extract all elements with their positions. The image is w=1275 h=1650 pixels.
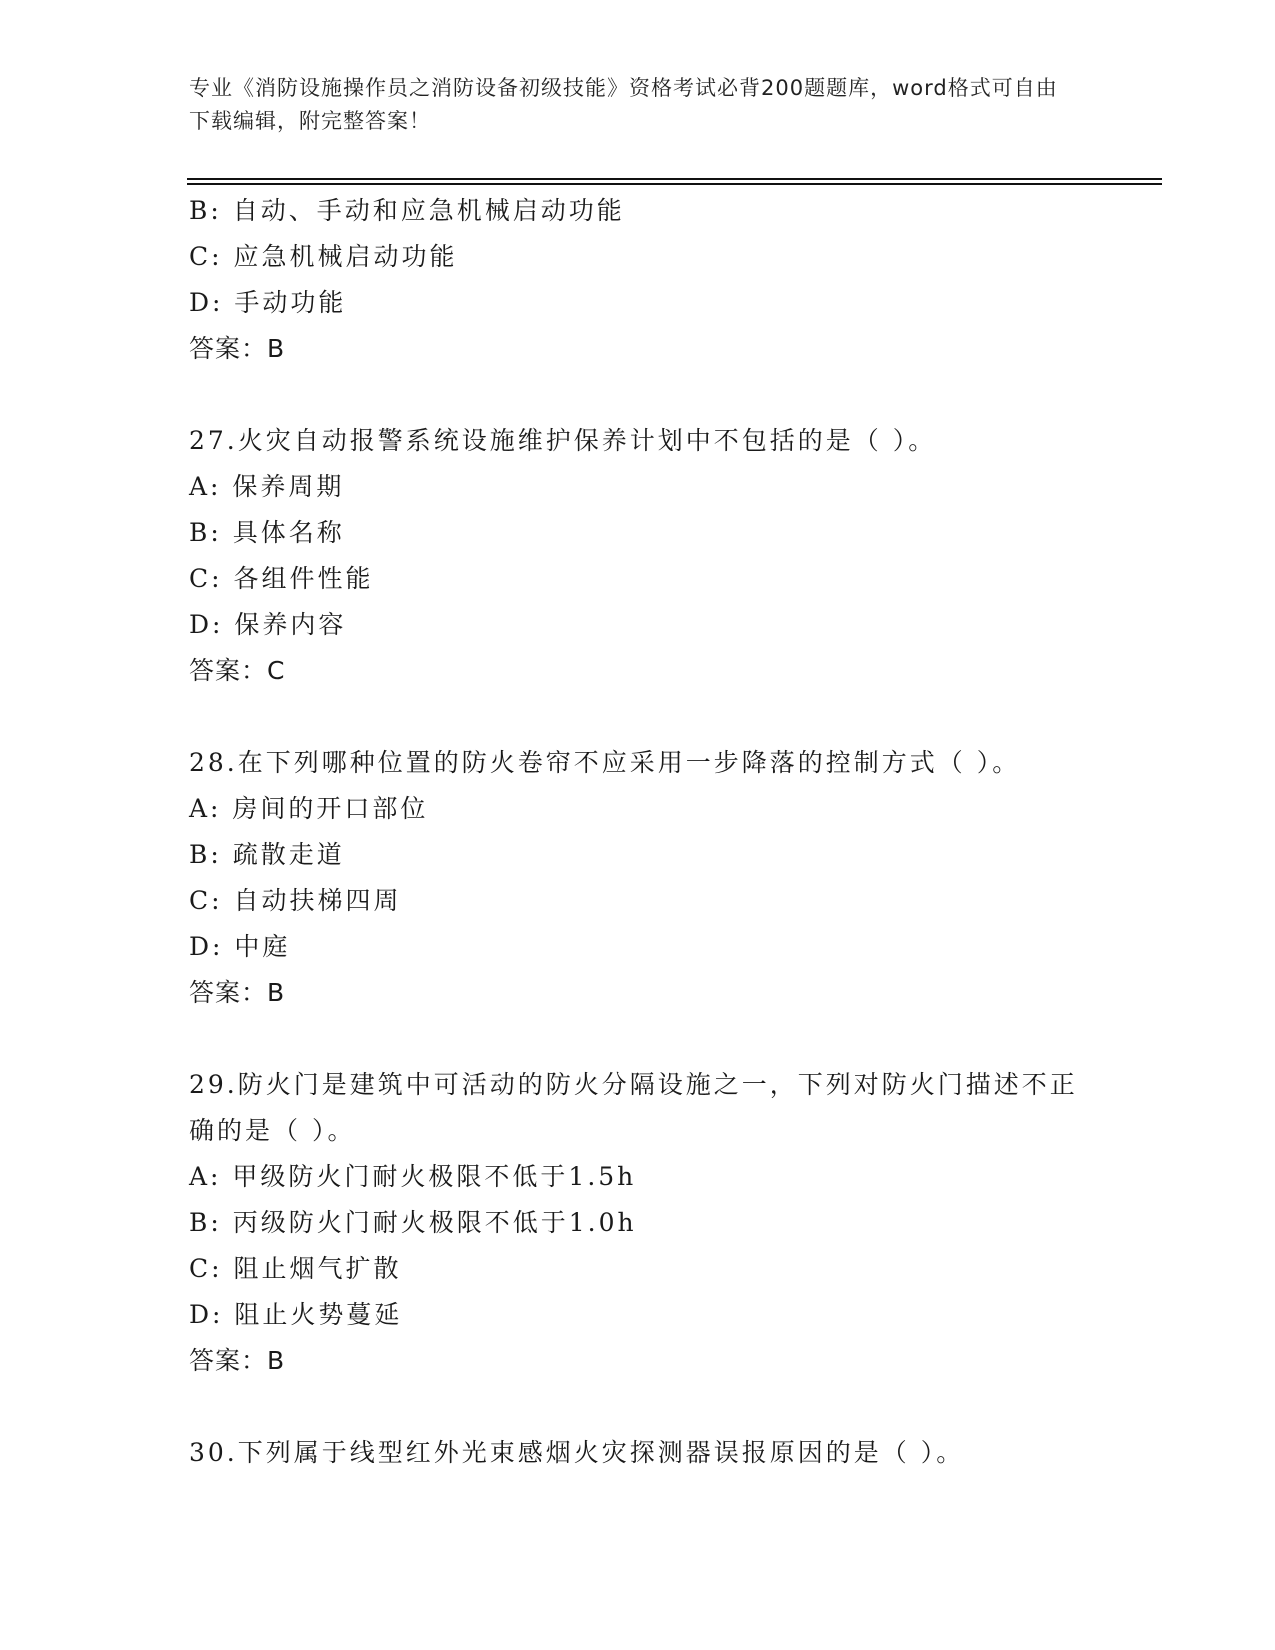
answer: 答案：B (189, 978, 286, 1007)
option-c: C: 自动扶梯四周 (189, 886, 402, 915)
question-28 (189, 740, 1089, 1016)
spacer (189, 694, 1089, 740)
option-d: D: 阻止火势蔓延 (189, 1300, 403, 1329)
option-b: B: 自动、手动和应急机械启动功能 (189, 196, 625, 225)
spacer (189, 1016, 1089, 1062)
option-c: C: 应急机械启动功能 (189, 242, 458, 271)
document-header: 专业《消防设施操作员之消防设备初级技能》资格考试必背200题题库，word格式可自由下载编辑，附完整答案！ (189, 76, 1058, 133)
spacer (189, 1384, 1089, 1430)
header-rule-top (187, 178, 1162, 180)
question-stem: 29.防火门是建筑中可活动的防火分隔设施之一，下列对防火门描述不正确的是（ ）。 (189, 1070, 1078, 1145)
question-stem: 27.火灾自动报警系统设施维护保养计划中不包括的是（ ）。 (189, 426, 937, 455)
spacer (189, 372, 1089, 418)
option-b: B: 疏散走道 (189, 840, 345, 869)
header-rule-bottom (187, 183, 1162, 185)
question-26-continued (189, 188, 1089, 372)
option-a: A: 保养周期 (189, 472, 345, 501)
option-b: B: 丙级防火门耐火极限不低于1.0h (189, 1208, 637, 1237)
question-stem: 28.在下列哪种位置的防火卷帘不应采用一步降落的控制方式（ ）。 (189, 748, 1021, 777)
document-body (189, 188, 1089, 1476)
option-a: A: 房间的开口部位 (189, 794, 429, 823)
option-c: C: 阻止烟气扩散 (189, 1254, 402, 1283)
option-d: D: 保养内容 (189, 610, 347, 639)
answer: 答案：C (189, 656, 286, 685)
option-d: D: 中庭 (189, 932, 291, 961)
option-a: A: 甲级防火门耐火极限不低于1.5h (189, 1162, 637, 1191)
option-d: D: 手动功能 (189, 288, 347, 317)
option-b: B: 具体名称 (189, 518, 345, 547)
option-c: C: 各组件性能 (189, 564, 374, 593)
question-29 (189, 1062, 1089, 1384)
answer: 答案：B (189, 1346, 286, 1375)
question-30 (189, 1430, 1089, 1476)
question-stem: 30.下列属于线型红外光束感烟火灾探测器误报原因的是（ ）。 (189, 1438, 965, 1467)
answer: 答案：B (189, 334, 286, 363)
question-27 (189, 418, 1089, 694)
